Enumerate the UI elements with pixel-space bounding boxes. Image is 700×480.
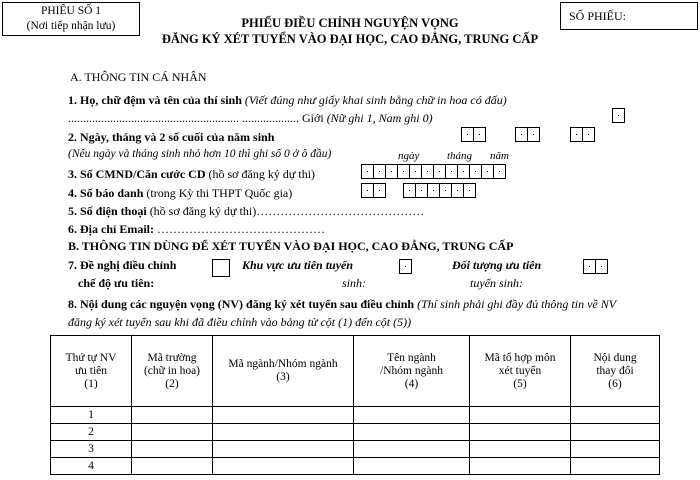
table-row	[51, 458, 660, 475]
gender-cells[interactable]	[612, 108, 625, 123]
table-cell[interactable]	[132, 458, 213, 475]
table-cell[interactable]	[213, 424, 354, 441]
preferences-table	[50, 335, 660, 475]
q2-label: 2. Ngày, tháng và 2 số cuối của năm sinh	[68, 130, 275, 144]
gender-cell[interactable]	[612, 108, 625, 123]
slip-label: PHIẾU SỐ 1	[40, 5, 102, 17]
table-cell[interactable]	[132, 441, 213, 458]
table-cell[interactable]	[571, 458, 660, 475]
digit-cell[interactable]	[473, 127, 486, 142]
month-label: tháng	[447, 150, 473, 162]
checkbox[interactable]	[212, 259, 230, 277]
object-priority-cells[interactable]	[583, 259, 608, 274]
digit-cell[interactable]	[582, 127, 595, 142]
q2-hint: (Nếu ngày và tháng sinh nhỏ hơn 10 thì ghi số 0 ở ô đầu)	[68, 148, 332, 160]
table-row	[51, 441, 660, 458]
q3-hint: (hồ sơ đăng ký dự thi)	[208, 167, 316, 181]
q1-label: 1. Họ, chữ đệm và tên của thí sinh	[68, 93, 242, 107]
table-cell[interactable]	[132, 407, 213, 424]
section-b-heading: B. THÔNG TIN DÙNG ĐỂ XÉT TUYỂN VÀO ĐẠI HỌC, CAO ĐẲNG, TRUNG CẤP	[68, 239, 514, 253]
digit-cell[interactable]	[399, 259, 412, 274]
digit-cell[interactable]	[493, 164, 506, 179]
object-priority-label-line2: tuyển sinh:	[470, 276, 523, 290]
table-cell[interactable]	[354, 458, 470, 475]
q7-label-line1: 7. Đề nghị điều chỉnh	[68, 258, 177, 272]
row-index: 3	[51, 441, 132, 458]
col-header-major-code: Mã ngành/Nhóm ngành (3)	[213, 336, 354, 407]
q8-label: 8. Nội dung các nguyện vọng (NV) đăng ký xét tuyển sau điều chỉnh	[68, 297, 415, 311]
q6-email-field[interactable]: ……………………………………	[157, 222, 325, 236]
priority-adjust-checkbox[interactable]	[212, 259, 230, 277]
row-index: 2	[51, 424, 132, 441]
q5-hint[interactable]: (hồ sơ đăng ký dự thi)……………………………………	[149, 204, 425, 218]
form-subtitle: ĐĂNG KÝ XÉT TUYỂN VÀO ĐẠI HỌC, CAO ĐẲNG, TRUNG CẤP	[161, 32, 539, 46]
id-number-cells[interactable]	[361, 164, 506, 179]
digit-cell[interactable]	[527, 127, 540, 142]
q6-label: 6. Địa chỉ Email:	[68, 222, 154, 236]
object-priority-label-line1: Đối tượng ưu tiên	[452, 258, 542, 272]
birth-year-cells[interactable]	[570, 127, 595, 142]
q8-hint-2: đăng ký xét tuyển sau khi đã điều chỉnh vào bảng từ cột (1) đến cột (5))	[68, 315, 412, 329]
row-index: 1	[51, 407, 132, 424]
col-header-subject-combo: Mã tổ hợp môn xét tuyển (5)	[470, 336, 571, 407]
q4-label: 4. Số báo danh	[68, 186, 144, 200]
table-row	[51, 424, 660, 441]
form-title: PHIẾU ĐIỀU CHỈNH NGUYỆN VỌNG	[241, 16, 459, 30]
q4-hint: (trong Kỳ thi THPT Quốc gia)	[146, 186, 293, 200]
area-priority-label-line2: sinh:	[342, 276, 366, 290]
slip-number-label: SỐ PHIẾU:	[569, 9, 627, 23]
table-cell[interactable]	[571, 407, 660, 424]
digit-cell[interactable]	[595, 259, 608, 274]
digit-cell[interactable]	[373, 183, 386, 198]
digit-cell[interactable]	[463, 183, 476, 198]
table-cell[interactable]	[132, 424, 213, 441]
q5-label: 5. Số điện thoại	[68, 204, 147, 218]
q8-hint-1: (Thí sinh phải ghi đầy đủ thông tin về NV	[417, 297, 617, 311]
col-header-order: Thứ tự NV ưu tiên (1)	[51, 336, 132, 407]
year-label: năm	[490, 150, 509, 162]
table-cell[interactable]	[470, 424, 571, 441]
table-cell[interactable]	[354, 424, 470, 441]
table-row	[51, 407, 660, 424]
col-header-major-name: Tên ngành /Nhóm ngành (4)	[354, 336, 470, 407]
exam-id-cells-1[interactable]	[361, 183, 386, 198]
day-label: ngày	[398, 150, 420, 162]
area-priority-label-line1: Khu vực ưu tiên tuyển	[242, 258, 354, 272]
exam-id-cells-2[interactable]	[403, 183, 476, 198]
birth-day-cells[interactable]	[461, 127, 486, 142]
row-index: 4	[51, 458, 132, 475]
table-cell[interactable]	[354, 407, 470, 424]
q1-gender-label: Giới	[302, 111, 324, 125]
area-priority-cells[interactable]	[399, 259, 412, 274]
table-cell[interactable]	[571, 441, 660, 458]
table-cell[interactable]	[470, 441, 571, 458]
q3-label: 3. Số CMND/Căn cước CD	[68, 167, 206, 181]
table-cell[interactable]	[571, 424, 660, 441]
table-cell[interactable]	[213, 458, 354, 475]
table-cell[interactable]	[213, 407, 354, 424]
col-header-school-code: Mã trường (chữ in hoa) (2)	[132, 336, 213, 407]
table-cell[interactable]	[470, 407, 571, 424]
section-a-heading: A. THÔNG TIN CÁ NHÂN	[70, 70, 207, 84]
q1-hint: (Viết đúng như giấy khai sinh bằng chữ in hoa có dấu)	[244, 93, 507, 107]
q1-name-field[interactable]: ......................................................... ...................	[68, 111, 299, 125]
slip-sublabel: (Nơi tiếp nhận lưu)	[26, 20, 116, 32]
birth-month-cells[interactable]	[515, 127, 540, 142]
table-cell[interactable]	[213, 441, 354, 458]
q1-gender-hint: (Nữ ghi 1, Nam ghi 0)	[326, 111, 433, 125]
col-header-change: Nội dung thay đổi (6)	[571, 336, 660, 407]
q7-label-line2: chế độ ưu tiên:	[78, 276, 155, 290]
table-cell[interactable]	[354, 441, 470, 458]
table-cell[interactable]	[470, 458, 571, 475]
